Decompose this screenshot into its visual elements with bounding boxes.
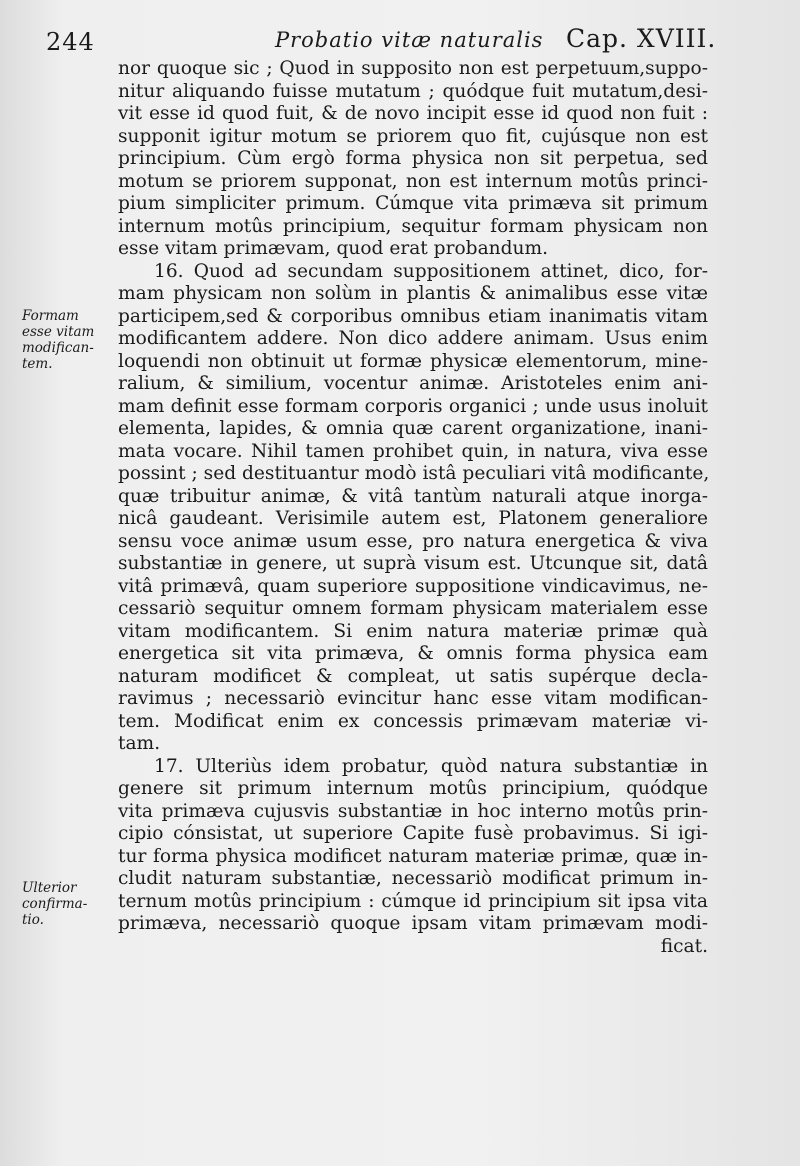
text-line: supponit igitur motum se priorem quo fit, cujúsque non est: [118, 125, 708, 147]
text-line: tem. Modificat enim ex concessis primævam materiæ vi-: [118, 710, 708, 732]
running-title: Probatio vitæ naturalis: [275, 28, 544, 52]
margin-note-ulterior: [22, 880, 118, 928]
text-line: ravimus ; necessariò evincitur hanc esse vitam modifican-: [118, 688, 708, 709]
margin-note-line: tio.: [22, 912, 44, 928]
text-line: vit esse id quod fuit, & de novo incipit esse id quod non fuit :: [118, 103, 708, 124]
text-line: motum se priorem supponat, non est internum motûs princi-: [118, 170, 708, 192]
margin-note-line: tem.: [22, 356, 53, 372]
text-line: cessariò sequitur omnem formam physicam materialem esse: [118, 598, 708, 619]
text-line: substantiæ in genere, ut suprà visum est. Utcunque sit, datâ: [118, 553, 708, 574]
text-line: nitur aliquando fuisse mutatum ; quódque fuit mutatum,desi-: [118, 80, 708, 102]
text-line: elementa, lapides, & omnia quæ carent organizatione, inani-: [118, 418, 708, 439]
page-number: 244: [46, 28, 95, 56]
text-line: vitam modificantem. Si enim natura materiæ primæ quà: [118, 620, 708, 642]
text-line: quæ tribuitur animæ, & vitâ tantùm naturali atque inorga-: [118, 485, 708, 507]
text-line: energetica sit vita primæva, & omnis forma physica eam: [118, 643, 708, 664]
text-line: mata vocare. Nihil tamen prohibet quin, in natura, viva esse: [118, 440, 708, 462]
text-line: tur forma physica modificet naturam materiæ primæ, quæ in-: [118, 845, 708, 867]
margin-note-line: Formam: [22, 308, 79, 324]
text-line: participem,sed & corporibus omnibus etiam inanimatis vitam: [118, 305, 708, 327]
text-line: cipio cónsistat, ut superiore Capite fusè probavimus. Si igi-: [118, 823, 708, 844]
body-text: [118, 58, 708, 958]
text-line: esse vitam primævam, quod erat probandum.: [118, 238, 549, 259]
text-line: 16. Quod ad secundam suppositionem attinet, dico, for-: [154, 260, 708, 282]
text-line: modificantem addere. Non dico addere animam. Usus enim: [118, 328, 708, 349]
text-line: nor quoque sic ; Quod in supposito non est perpetuum,suppo-: [118, 58, 708, 79]
margin-note-line: esse vitam: [22, 324, 95, 340]
text-line: vita primæva cujusvis substantiæ in hoc interno motûs prin-: [118, 800, 708, 822]
page-header: [0, 20, 800, 60]
text-line: mam definit esse formam corporis organici ; unde usus inoluit: [118, 395, 708, 417]
text-line: genere sit primum internum motûs principium, quódque: [118, 778, 708, 799]
margin-note-formam: [22, 308, 118, 372]
text-line: naturam modificet & compleat, ut satis supérque decla-: [118, 665, 708, 687]
margin-note-line: Ulterior: [22, 880, 77, 896]
text-line: mam physicam non solùm in plantis & animalibus esse vitæ: [118, 283, 708, 304]
margin-note-line: modifican-: [22, 340, 94, 356]
chapter-label: Cap. XVIII.: [566, 24, 717, 53]
text-line: vitâ primævâ, quam superiore suppositione vindicavimus, ne-: [118, 575, 708, 597]
text-line: ternum motûs principium : cúmque id principium sit ipsa vita: [118, 890, 708, 912]
text-line: ficat.: [660, 935, 708, 957]
text-line: ralium, & similium, vocentur animæ. Aristoteles enim ani-: [118, 373, 708, 394]
text-line: cludit naturam substantiæ, necessariò modificat primum in-: [118, 868, 708, 889]
text-line: nicâ gaudeant. Verisimile autem est, Platonem generaliore: [118, 508, 708, 529]
text-line: possint ; sed destituantur modò istâ peculiari vitâ modificante,: [118, 463, 710, 484]
text-line: pium simpliciter primum. Cúmque vita primæva sit primum: [118, 193, 708, 214]
text-line: tam.: [118, 733, 161, 754]
text-line: internum motûs principium, sequitur formam physicam non: [118, 215, 708, 237]
text-line: sensu voce animæ usum esse, pro natura energetica & viva: [118, 530, 708, 552]
text-line: 17. Ulteriùs idem probatur, quòd natura substantiæ in: [154, 755, 708, 777]
margin-note-line: confirma-: [22, 896, 88, 912]
text-line: principium. Cùm ergò forma physica non sit perpetua, sed: [118, 148, 708, 169]
text-line: primæva, necessariò quoque ipsam vitam primævam modi-: [118, 913, 708, 934]
text-line: loquendi non obtinuit ut formæ physicæ elementorum, mine-: [118, 350, 708, 372]
